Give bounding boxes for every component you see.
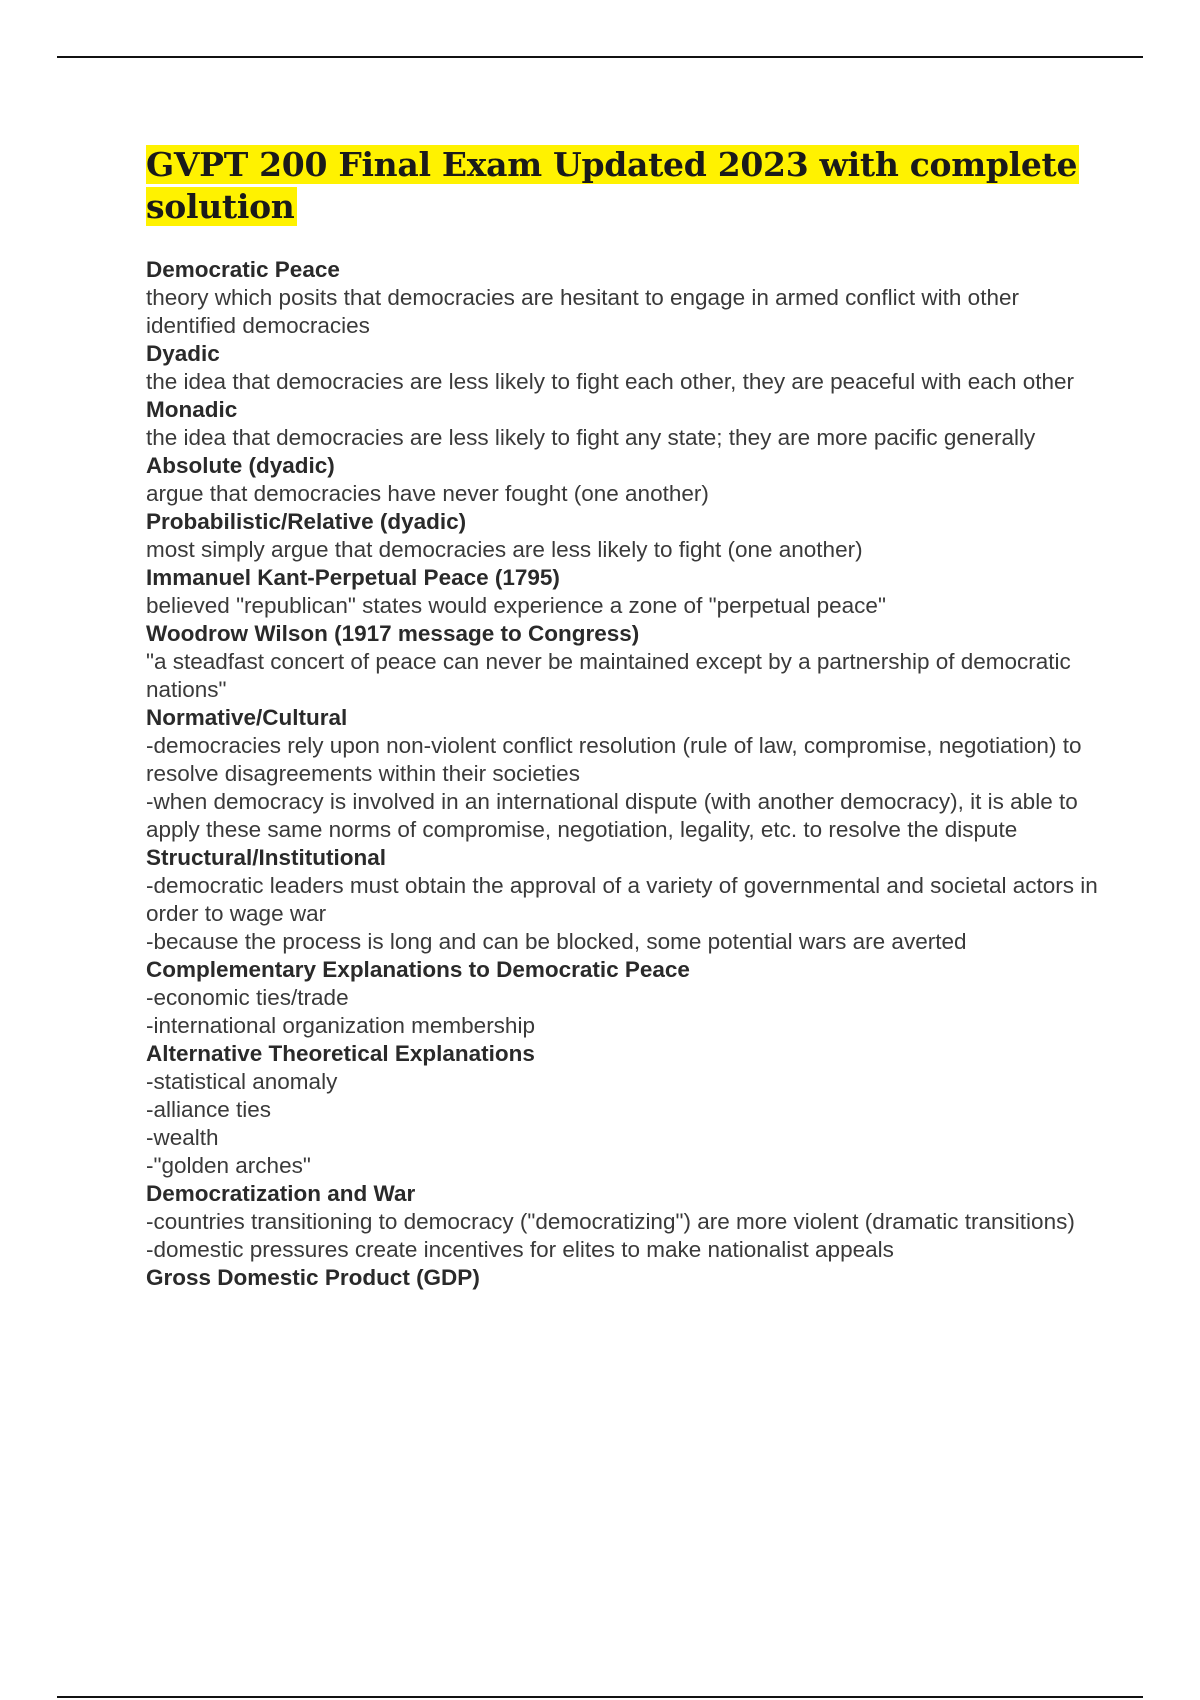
term-definition: -democracies rely upon non-violent conflict resolution (rule of law, compromise, negotiation) to resolve disagreements within their societies: [146, 733, 1082, 786]
term-heading: Structural/Institutional: [146, 845, 387, 870]
term-heading: Immanuel Kant-Perpetual Peace (1795): [146, 565, 560, 590]
term-heading: Absolute (dyadic): [146, 453, 335, 478]
term-heading: Dyadic: [146, 341, 220, 366]
term-heading: Probabilistic/Relative (dyadic): [146, 509, 467, 534]
term-definition: the idea that democracies are less likely to fight each other, they are peaceful with each other: [146, 369, 1075, 394]
term-definition: -statistical anomaly: [146, 1069, 338, 1094]
term-definition: argue that democracies have never fought (one another): [146, 481, 709, 506]
term-definition: -domestic pressures create incentives for elites to make nationalist appeals: [146, 1237, 894, 1262]
term-entry: [146, 620, 1106, 704]
term-entry: [146, 1264, 1106, 1292]
term-definition: -alliance ties: [146, 1097, 272, 1122]
term-definition: -because the process is long and can be blocked, some potential wars are averted: [146, 929, 967, 954]
term-definition: -wealth: [146, 1125, 219, 1150]
term-definition: "a steadfast concert of peace can never be maintained except by a partnership of democratic nations": [146, 649, 1071, 702]
term-entry: [146, 1040, 1106, 1180]
term-entry: [146, 564, 1106, 620]
term-entry: [146, 340, 1106, 396]
term-entry: [146, 452, 1106, 508]
term-heading: Alternative Theoretical Explanations: [146, 1041, 535, 1066]
title-highlight: GVPT 200 Final Exam Updated 2023 with complete solution: [146, 145, 1078, 226]
term-entry: [146, 256, 1106, 340]
bottom-rule: [57, 1696, 1143, 1698]
term-entry: [146, 844, 1106, 956]
term-heading: Gross Domestic Product (GDP): [146, 1265, 480, 1290]
document-body: [146, 144, 1106, 1292]
term-definition: believed "republican" states would experience a zone of "perpetual peace": [146, 593, 886, 618]
page-title: [146, 144, 1106, 228]
term-definition: -when democracy is involved in an international dispute (with another democracy), it is able to apply these same norms of compromise, negotiation, legality, etc. to resolve the dispute: [146, 789, 1078, 842]
term-entry: [146, 956, 1106, 1040]
term-heading: Woodrow Wilson (1917 message to Congress): [146, 621, 640, 646]
term-definition: -economic ties/trade: [146, 985, 349, 1010]
term-definition: -countries transitioning to democracy ("democratizing") are more violent (dramatic transitions): [146, 1209, 1075, 1234]
term-heading: Democratization and War: [146, 1181, 416, 1206]
term-entry: [146, 508, 1106, 564]
term-definition: -international organization membership: [146, 1013, 535, 1038]
term-list: [146, 256, 1106, 1292]
top-rule: [57, 56, 1143, 58]
term-definition: -"golden arches": [146, 1153, 311, 1178]
term-entry: [146, 1180, 1106, 1264]
term-heading: Democratic Peace: [146, 257, 340, 282]
term-entry: [146, 704, 1106, 844]
term-definition: theory which posits that democracies are hesitant to engage in armed conflict with other identified democracies: [146, 285, 1019, 338]
term-entry: [146, 396, 1106, 452]
term-definition: the idea that democracies are less likely to fight any state; they are more pacific generally: [146, 425, 1036, 450]
term-definition: most simply argue that democracies are less likely to fight (one another): [146, 537, 863, 562]
term-heading: Monadic: [146, 397, 238, 422]
term-definition: -democratic leaders must obtain the approval of a variety of governmental and societal actors in order to wage war: [146, 873, 1098, 926]
term-heading: Normative/Cultural: [146, 705, 348, 730]
term-heading: Complementary Explanations to Democratic Peace: [146, 957, 690, 982]
